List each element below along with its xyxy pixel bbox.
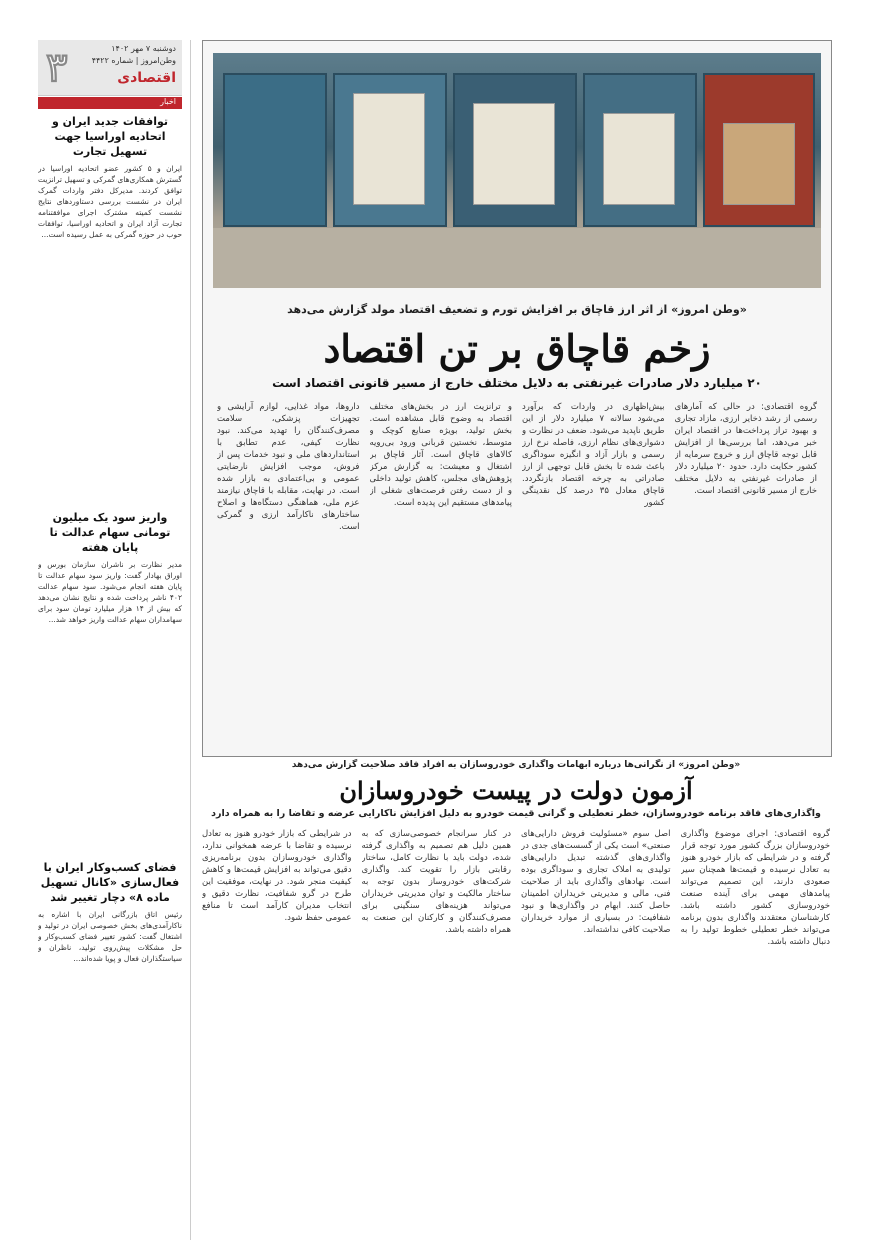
lead-column: گروه اقتصادی: در حالی که آمارهای رسمی از رشد ذخایر ارزی، مازاد تجاری و بهبود تراز پرداخت‌ها در اقتصاد ایران خبر می‌دهد، اما بررسی‌ها از افزایش قابل توجه قاچاق ارز و خروج سرمایه از کشور حکایت دارد. حدود ۲۰ میلیارد دلار از صادرات غیرنفتی به دلایل مختلف خارج از مسیر قانونی اقتصاد است. <box>674 402 817 496</box>
second-column: گروه اقتصادی: اجرای موضوع واگذاری خودروسازان بزرگ کشور مورد توجه قرار گرفته و در شرایطی که بازار خودرو هنوز به تعادل نرسیده و قیمت‌ها همچنان سیر صعودی دارند، این تصمیم می‌تواند پیامدهای مهمی برای آینده صنعت خودروسازی کشور داشته باشد. کارشناسان معتقدند واگذاری بدون برنامه می‌تواند خطر تعطیلی خطوط تولید را به دنبال داشته باشد. <box>680 829 830 947</box>
second-kicker: «وطن امروز» از نگرانی‌ها درباره ابهامات واگذاری خودروسازان به افراد فاقد صلاحیت گزارش می‌دهد <box>291 760 741 770</box>
second-column: اصل سوم «مسئولیت فروش دارایی‌های صنعتی» است یکی از گسست‌های جدی در واگذاری‌های گذشته تبدیل دارایی‌های تولیدی به املاک تجاری و سوداگری بوده است. نهادهای واگذاری باید از صلاحیت فنی، مالی و مدیریتی خریداران اطمینان حاصل کنند. ابهام در واگذاری‌ها و نبود شفافیت: در بسیاری از موارد خریداران صلاحیت کافی نداشته‌اند. <box>521 829 671 935</box>
second-body-columns <box>202 828 830 1238</box>
section-title: اقتصادی <box>117 70 176 86</box>
lead-kicker: «وطن امروز» از اثر ارز قاچاق بر افزایش تورم و تضعیف اقتصاد مولد گزارش می‌دهد <box>287 303 747 316</box>
sidebar-article-body: رئیس اتاق بازرگانی ایران با اشاره به ناکارآمدی‌های بخش خصوصی ایران در تولید و اشتغال گفت: کشور تغییر فضای کسب‌وکار و حل مشکلات پیش‌روی تولید، ناظران و سیاستگذاران فعال و پویا شده‌اند... <box>38 910 182 963</box>
issue-date: دوشنبه ۷ مهر ۱۴۰۲ <box>111 44 176 53</box>
sidebar-article-body: مدیر نظارت بر ناشران سازمان بورس و اوراق بهادار گفت: واریز سود سهام عدالت تا پایان هفته انجام می‌شود. سود سهام عدالت ۴۰۲ ناشر پرداخت شده و نتایج نشان می‌دهد که بیش از ۱۴ هزار میلیارد تومان سود برای سهامداران سهام عدالت واریز خواهد شد... <box>38 560 182 624</box>
sidebar-article-body: ایران و ۵ کشور عضو اتحادیه اوراسیا در گسترش همکاری‌های گمرکی و تسهیل ترانزیت توافق کردند. مدیرکل دفتر واردات گمرک ایران در نشست بررسی دستاوردهای نتایج نشست کمیته مشترک اجرای موافقتنامه تجارت آزاد ایران و اتحادیه اوراسیا، توافقات حوب در حوزه گمرکی به عمل رسیده است... <box>38 164 182 239</box>
second-column: در شرایطی که بازار خودرو هنوز به تعادل نرسیده و تقاضا با عرضه همخوانی ندارد، واگذاری خودروسازان بدون برنامه‌ریزی دقیق می‌تواند به افزایش قیمت‌ها و کاهش کیفیت منجر شود. در نهایت، موفقیت این طرح در گرو شفافیت، نظارت دقیق و انتخاب مدیران کارآمد است تا منافع عمومی حفظ شود. <box>202 829 352 923</box>
sidebar-article[interactable] <box>38 114 182 503</box>
lead-body-columns <box>217 401 817 741</box>
sidebar-article-title[interactable]: فضای کسب‌وکار ایران با فعال‌سازی «کانال تسهیل ماده ۸» دچار تغییر شد <box>40 861 180 904</box>
lead-column: بیش‌اظهاری در واردات که برآورد می‌شود سالانه ۷ میلیارد دلار از این طریق ناپدید می‌شود. ضعف در نظارت و دشواری‌های نظام ارزی، فاصله نرخ ارز رسمی و بازار آزاد و انگیزه سوداگری باعث شده تا بخش قابل توجهی از ارز صادراتی به چرخه اقتصاد بازنگردد. قاچاق معادل ۳۵ درصد کل نقدینگی کشور <box>522 402 665 508</box>
news-label: اخبار <box>160 97 176 106</box>
lead-headline[interactable]: زخم قاچاق بر تن اقتصاد <box>323 326 711 371</box>
second-headline[interactable]: آزمون دولت در پیست خودروسازان <box>339 776 693 805</box>
lead-subhead: ۲۰ میلیارد دلار صادرات غیرنفتی به دلایل مختلف خارج از مسیر قانونی اقتصاد است <box>272 376 762 390</box>
page-number: ۳ <box>46 44 68 91</box>
second-subhead: واگذاری‌های فاقد برنامه خودروسازان، خطر تعطیلی و گرانی قیمت خودرو به دلیل افزایش ناکارایی عرضه و تقاضا را به همراه دارد <box>211 808 821 819</box>
news-label-bar <box>38 97 182 109</box>
sidebar-article-title[interactable]: توافقات جدید ایران و اتحادیه اوراسیا جهت تسهیل تجارت <box>51 115 169 158</box>
sidebar-article-title[interactable]: واریز سود یک میلیون تومانی سهام عدالت تا پایان هفته <box>49 511 171 554</box>
main-content <box>196 40 836 1240</box>
issue-number: وطن‌امروز | شماره ۴۴۲۲ <box>91 56 176 65</box>
sidebar-article[interactable] <box>38 860 182 1259</box>
lead-column: داروها، مواد غذایی، لوازم آرایشی و تجهیزات پزشکی، سلامت مصرف‌کنندگان را تهدید می‌کند. نبود نظارت کیفی، عدم تطابق با استانداردهای ملی و نبود خدمات پس از فروش، موجب افزایش نارضایتی عمومی و بی‌اعتمادی به بازار شده است. در نهایت، مقابله با قاچاق نیازمند عزم ملی، هماهنگی دستگاه‌ها و اصلاح ساختارهای ناکارآمد ارزی و گمرکی است. <box>217 402 360 532</box>
containers-photo <box>213 53 821 288</box>
lead-column: و ترانزیت ارز در بخش‌های مختلف اقتصاد به وضوح قابل مشاهده است. بخش تولید، بویژه صنایع کوچک و متوسط، نخستین قربانی ورود بی‌رویه کالاهای قاچاق است. آثار قاچاق بر اشتغال و معیشت: به گزارش مرکز پژوهش‌های مجلس، کاهش تولید داخلی و از دست رفتن فرصت‌های شغلی از پیامدهای مستقیم این پدیده است. <box>369 402 512 508</box>
masthead <box>38 40 182 96</box>
second-column: در کنار سرانجام خصوصی‌سازی که به همین دلیل هم تصمیم به واگذاری گرفته شده، دولت باید با نظارت کامل، ساختار رقابتی بازار را تقویت کند. واگذاری شرکت‌های خودروساز بدون توجه به ساختار مالکیت و توان مدیریتی خریداران می‌تواند هزینه‌های سنگینی برای مصرف‌کنندگان و کارکنان این صنعت به همراه داشته باشد. <box>361 829 511 935</box>
column-divider <box>190 40 191 1240</box>
lead-story-frame <box>202 40 832 757</box>
sidebar <box>38 40 182 1240</box>
sidebar-article[interactable] <box>38 510 182 859</box>
